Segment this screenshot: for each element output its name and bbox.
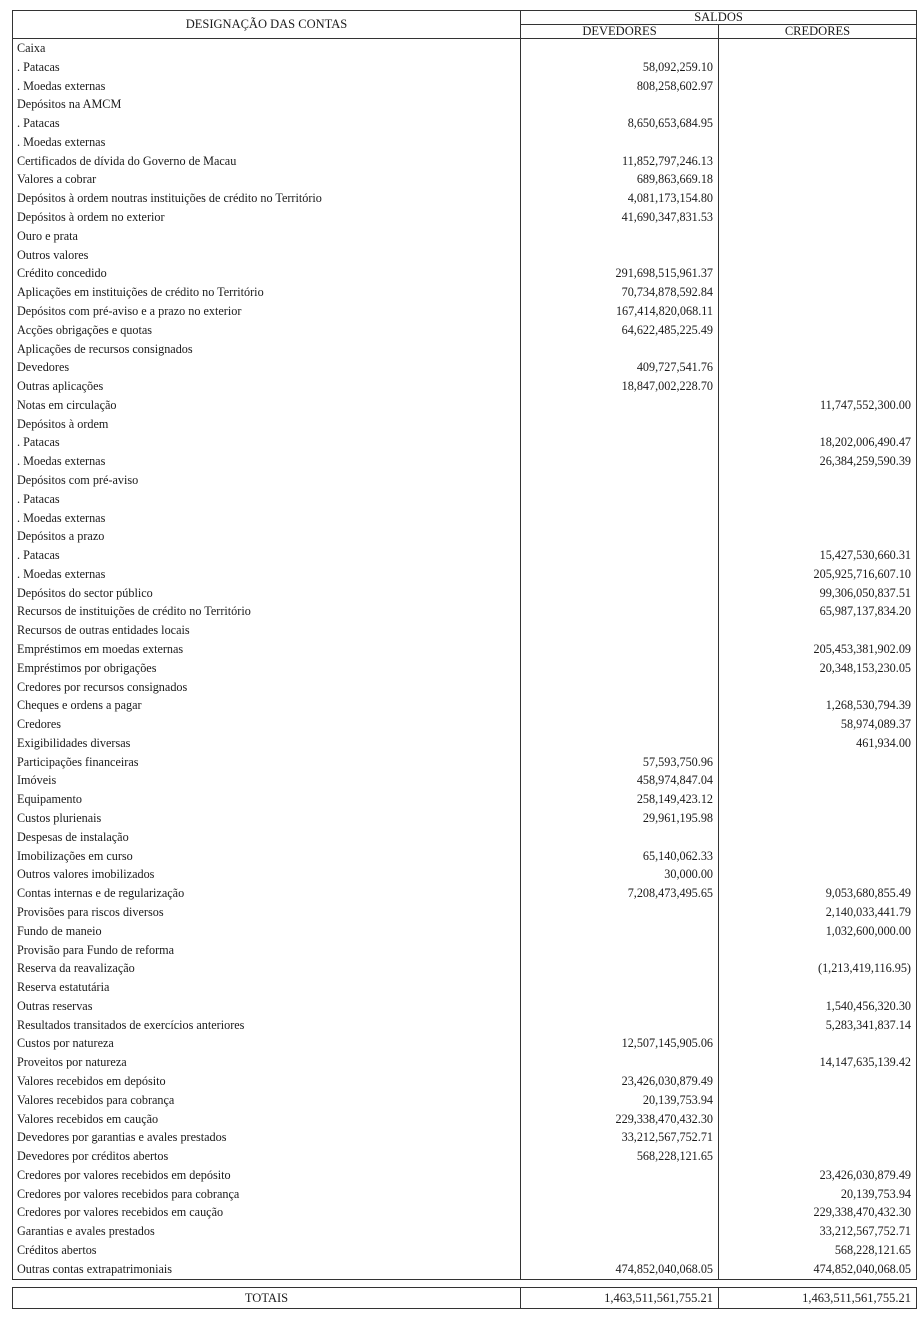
debit-value — [521, 95, 719, 114]
account-label: Resultados transitados de exercícios anteriores — [13, 1016, 521, 1035]
account-label: . Patacas — [13, 546, 521, 565]
debit-value: 41,690,347,831.53 — [521, 208, 719, 227]
credit-value — [719, 621, 917, 640]
credit-value — [719, 865, 917, 884]
debit-value: 65,140,062.33 — [521, 847, 719, 866]
account-label: Ouro e prata — [13, 227, 521, 246]
debit-value — [521, 828, 719, 847]
table-row — [13, 640, 917, 659]
table-row — [13, 452, 917, 471]
credit-value — [719, 170, 917, 189]
credit-value — [719, 58, 917, 77]
table-row — [13, 58, 917, 77]
debit-value — [521, 922, 719, 941]
account-label: Credores por valores recebidos em caução — [13, 1203, 521, 1222]
debit-value: 12,507,145,905.06 — [521, 1034, 719, 1053]
debit-value: 689,863,669.18 — [521, 170, 719, 189]
account-label: Credores — [13, 715, 521, 734]
credit-value — [719, 941, 917, 960]
account-label: Depósitos à ordem no exterior — [13, 208, 521, 227]
account-label: . Moedas externas — [13, 565, 521, 584]
credit-value — [719, 1034, 917, 1053]
account-label: Provisões para riscos diversos — [13, 903, 521, 922]
account-label: Depósitos a prazo — [13, 527, 521, 546]
account-label: Depósitos com pré-aviso e a prazo no exterior — [13, 302, 521, 321]
credit-value: 65,987,137,834.20 — [719, 602, 917, 621]
debit-value: 20,139,753.94 — [521, 1091, 719, 1110]
account-label: Cheques e ordens a pagar — [13, 696, 521, 715]
account-label: Provisão para Fundo de reforma — [13, 941, 521, 960]
account-label: Fundo de maneio — [13, 922, 521, 941]
credit-value — [719, 39, 917, 58]
account-label: Valores recebidos em depósito — [13, 1072, 521, 1091]
table-row — [13, 1072, 917, 1091]
debit-value — [521, 1016, 719, 1035]
account-label: Participações financeiras — [13, 753, 521, 772]
debit-value: 58,092,259.10 — [521, 58, 719, 77]
credit-value: (1,213,419,116.95) — [719, 959, 917, 978]
account-label: . Moedas externas — [13, 77, 521, 96]
accounts-table — [12, 10, 917, 1280]
table-row — [13, 358, 917, 377]
credit-value: 474,852,040,068.05 — [719, 1260, 917, 1279]
credit-value: 20,139,753.94 — [719, 1185, 917, 1204]
debit-value — [521, 678, 719, 697]
debit-value — [521, 415, 719, 434]
account-label: Outros valores imobilizados — [13, 865, 521, 884]
table-body — [13, 39, 917, 1280]
account-label: Credores por valores recebidos para cobrança — [13, 1185, 521, 1204]
account-label: Custos por natureza — [13, 1034, 521, 1053]
debit-value: 57,593,750.96 — [521, 753, 719, 772]
account-label: Aplicações em instituições de crédito no Território — [13, 283, 521, 302]
debit-value — [521, 903, 719, 922]
credit-value: 1,032,600,000.00 — [719, 922, 917, 941]
table-row — [13, 377, 917, 396]
account-label: Empréstimos por obrigações — [13, 659, 521, 678]
debit-value — [521, 978, 719, 997]
debit-value: 64,622,485,225.49 — [521, 321, 719, 340]
table-row — [13, 715, 917, 734]
table-row — [13, 828, 917, 847]
account-label: Outras reservas — [13, 997, 521, 1016]
account-label: Certificados de dívida do Governo de Macau — [13, 152, 521, 171]
credit-value — [719, 227, 917, 246]
balance-sheet — [12, 10, 916, 1309]
account-label: Imobilizações em curso — [13, 847, 521, 866]
debit-value — [521, 715, 719, 734]
table-row — [13, 734, 917, 753]
debit-value — [521, 433, 719, 452]
table-row — [13, 546, 917, 565]
credit-value: 26,384,259,590.39 — [719, 452, 917, 471]
debit-value: 18,847,002,228.70 — [521, 377, 719, 396]
account-label: Proveitos por natureza — [13, 1053, 521, 1072]
table-row — [13, 509, 917, 528]
table-row — [13, 95, 917, 114]
table-row — [13, 602, 917, 621]
table-row — [13, 396, 917, 415]
debit-value — [521, 959, 719, 978]
totals-label: TOTAIS — [13, 1287, 521, 1308]
credit-value — [719, 847, 917, 866]
account-label: Devedores por créditos abertos — [13, 1147, 521, 1166]
debit-value: 568,228,121.65 — [521, 1147, 719, 1166]
table-row — [13, 1053, 917, 1072]
credit-value: 2,140,033,441.79 — [719, 903, 917, 922]
account-label: Depósitos à ordem noutras instituições de crédito no Território — [13, 189, 521, 208]
header-saldos: SALDOS — [521, 11, 917, 25]
credit-value — [719, 340, 917, 359]
table-row — [13, 415, 917, 434]
credit-value: 205,453,381,902.09 — [719, 640, 917, 659]
account-label: Custos plurienais — [13, 809, 521, 828]
table-row — [13, 771, 917, 790]
account-label: Valores a cobrar — [13, 170, 521, 189]
debit-value — [521, 1166, 719, 1185]
table-row — [13, 340, 917, 359]
table-row — [13, 227, 917, 246]
credit-value — [719, 828, 917, 847]
credit-value — [719, 490, 917, 509]
account-label: Depósitos do sector público — [13, 584, 521, 603]
debit-value — [521, 227, 719, 246]
table-row — [13, 584, 917, 603]
debit-value: 409,727,541.76 — [521, 358, 719, 377]
header-designacao: DESIGNAÇÃO DAS CONTAS — [13, 11, 521, 39]
table-row — [13, 621, 917, 640]
account-label: Crédito concedido — [13, 264, 521, 283]
table-row — [13, 941, 917, 960]
debit-value: 29,961,195.98 — [521, 809, 719, 828]
credit-value — [719, 790, 917, 809]
account-label: Empréstimos em moedas externas — [13, 640, 521, 659]
table-row — [13, 1128, 917, 1147]
debit-value — [521, 621, 719, 640]
credit-value — [719, 358, 917, 377]
debit-value — [521, 246, 719, 265]
debit-value — [521, 509, 719, 528]
account-label: . Patacas — [13, 433, 521, 452]
credit-value — [719, 189, 917, 208]
debit-value — [521, 997, 719, 1016]
debit-value — [521, 565, 719, 584]
account-label: Despesas de instalação — [13, 828, 521, 847]
table-row — [13, 1222, 917, 1241]
credit-value — [719, 1128, 917, 1147]
table-row — [13, 997, 917, 1016]
debit-value — [521, 734, 719, 753]
header-credores: CREDORES — [719, 25, 917, 39]
credit-value — [719, 114, 917, 133]
table-row — [13, 471, 917, 490]
account-label: Aplicações de recursos consignados — [13, 340, 521, 359]
debit-value — [521, 396, 719, 415]
credit-value: 14,147,635,139.42 — [719, 1053, 917, 1072]
debit-value — [521, 471, 719, 490]
account-label: Reserva da reavalização — [13, 959, 521, 978]
debit-value: 11,852,797,246.13 — [521, 152, 719, 171]
debit-value: 33,212,567,752.71 — [521, 1128, 719, 1147]
table-row — [13, 565, 917, 584]
account-label: Recursos de instituições de crédito no Território — [13, 602, 521, 621]
table-row — [13, 321, 917, 340]
table-row — [13, 1260, 917, 1279]
table-row — [13, 189, 917, 208]
debit-value — [521, 452, 719, 471]
table-row — [13, 790, 917, 809]
table-row — [13, 678, 917, 697]
credit-value: 18,202,006,490.47 — [719, 433, 917, 452]
account-label: . Moedas externas — [13, 509, 521, 528]
account-label: Créditos abertos — [13, 1241, 521, 1260]
debit-value: 258,149,423.12 — [521, 790, 719, 809]
debit-value: 291,698,515,961.37 — [521, 264, 719, 283]
table-row — [13, 490, 917, 509]
table-row — [13, 922, 917, 941]
credit-value — [719, 509, 917, 528]
account-label: Depósitos à ordem — [13, 415, 521, 434]
credit-value: 205,925,716,607.10 — [719, 565, 917, 584]
account-label: Credores por recursos consignados — [13, 678, 521, 697]
account-label: . Patacas — [13, 58, 521, 77]
debit-value — [521, 340, 719, 359]
table-row — [13, 264, 917, 283]
credit-value — [719, 1147, 917, 1166]
account-label: Caixa — [13, 39, 521, 58]
debit-value — [521, 602, 719, 621]
totals-devedores: 1,463,511,561,755.21 — [521, 1287, 719, 1308]
credit-value — [719, 978, 917, 997]
credit-value — [719, 753, 917, 772]
account-label: Reserva estatutária — [13, 978, 521, 997]
table-row — [13, 283, 917, 302]
debit-value — [521, 1203, 719, 1222]
table-row — [13, 433, 917, 452]
credit-value: 58,974,089.37 — [719, 715, 917, 734]
table-row — [13, 978, 917, 997]
table-row — [13, 1091, 917, 1110]
table-row — [13, 903, 917, 922]
account-label: Garantias e avales prestados — [13, 1222, 521, 1241]
account-label: Imóveis — [13, 771, 521, 790]
credit-value — [719, 133, 917, 152]
credit-value — [719, 283, 917, 302]
account-label: Outros valores — [13, 246, 521, 265]
credit-value — [719, 809, 917, 828]
account-label: Depósitos na AMCM — [13, 95, 521, 114]
account-label: Devedores por garantias e avales prestados — [13, 1128, 521, 1147]
credit-value — [719, 377, 917, 396]
debit-value — [521, 1241, 719, 1260]
credit-value — [719, 321, 917, 340]
credit-value: 229,338,470,432.30 — [719, 1203, 917, 1222]
debit-value — [521, 39, 719, 58]
debit-value — [521, 640, 719, 659]
credit-value — [719, 95, 917, 114]
table-row — [13, 152, 917, 171]
totals-row — [13, 1287, 917, 1308]
debit-value: 70,734,878,592.84 — [521, 283, 719, 302]
account-label: Depósitos com pré-aviso — [13, 471, 521, 490]
debit-value: 458,974,847.04 — [521, 771, 719, 790]
table-row — [13, 696, 917, 715]
account-label: Credores por valores recebidos em depósito — [13, 1166, 521, 1185]
credit-value: 1,540,456,320.30 — [719, 997, 917, 1016]
debit-value — [521, 527, 719, 546]
account-label: Outras aplicações — [13, 377, 521, 396]
debit-value — [521, 1222, 719, 1241]
credit-value: 99,306,050,837.51 — [719, 584, 917, 603]
account-label: Valores recebidos para cobrança — [13, 1091, 521, 1110]
credit-value: 1,268,530,794.39 — [719, 696, 917, 715]
table-row — [13, 1185, 917, 1204]
debit-value: 808,258,602.97 — [521, 77, 719, 96]
account-label: Recursos de outras entidades locais — [13, 621, 521, 640]
debit-value — [521, 1053, 719, 1072]
account-label: Devedores — [13, 358, 521, 377]
credit-value — [719, 246, 917, 265]
account-label: Notas em circulação — [13, 396, 521, 415]
debit-value: 4,081,173,154.80 — [521, 189, 719, 208]
account-label: Contas internas e de regularização — [13, 884, 521, 903]
debit-value — [521, 1185, 719, 1204]
credit-value: 568,228,121.65 — [719, 1241, 917, 1260]
account-label: . Moedas externas — [13, 452, 521, 471]
account-label: Exigibilidades diversas — [13, 734, 521, 753]
header-devedores: DEVEDORES — [521, 25, 719, 39]
table-row — [13, 847, 917, 866]
credit-value — [719, 1072, 917, 1091]
credit-value — [719, 77, 917, 96]
credit-value — [719, 208, 917, 227]
table-row — [13, 1241, 917, 1260]
debit-value: 30,000.00 — [521, 865, 719, 884]
table-row — [13, 959, 917, 978]
debit-value: 23,426,030,879.49 — [521, 1072, 719, 1091]
debit-value: 8,650,653,684.95 — [521, 114, 719, 133]
credit-value — [719, 152, 917, 171]
table-row — [13, 659, 917, 678]
debit-value: 229,338,470,432.30 — [521, 1110, 719, 1129]
table-row — [13, 753, 917, 772]
account-label: Valores recebidos em caução — [13, 1110, 521, 1129]
table-row — [13, 246, 917, 265]
debit-value — [521, 546, 719, 565]
debit-value: 167,414,820,068.11 — [521, 302, 719, 321]
credit-value — [719, 527, 917, 546]
table-row — [13, 1147, 917, 1166]
credit-value: 11,747,552,300.00 — [719, 396, 917, 415]
table-row — [13, 865, 917, 884]
table-header — [13, 11, 917, 39]
credit-value — [719, 1110, 917, 1129]
table-row — [13, 884, 917, 903]
debit-value — [521, 584, 719, 603]
credit-value — [719, 264, 917, 283]
table-row — [13, 527, 917, 546]
table-row — [13, 1016, 917, 1035]
debit-value — [521, 941, 719, 960]
credit-value: 9,053,680,855.49 — [719, 884, 917, 903]
table-row — [13, 809, 917, 828]
table-row — [13, 170, 917, 189]
table-row — [13, 208, 917, 227]
account-label: Acções obrigações e quotas — [13, 321, 521, 340]
credit-value — [719, 678, 917, 697]
debit-value — [521, 133, 719, 152]
credit-value: 33,212,567,752.71 — [719, 1222, 917, 1241]
debit-value — [521, 490, 719, 509]
credit-value: 461,934.00 — [719, 734, 917, 753]
table-row — [13, 1166, 917, 1185]
debit-value — [521, 696, 719, 715]
credit-value — [719, 1091, 917, 1110]
debit-value: 474,852,040,068.05 — [521, 1260, 719, 1279]
table-row — [13, 77, 917, 96]
account-label: Outras contas extrapatrimoniais — [13, 1260, 521, 1279]
table-row — [13, 133, 917, 152]
table-row — [13, 1203, 917, 1222]
debit-value: 7,208,473,495.65 — [521, 884, 719, 903]
credit-value: 15,427,530,660.31 — [719, 546, 917, 565]
debit-value — [521, 659, 719, 678]
account-label: . Patacas — [13, 114, 521, 133]
credit-value — [719, 302, 917, 321]
credit-value — [719, 415, 917, 434]
credit-value: 23,426,030,879.49 — [719, 1166, 917, 1185]
table-row — [13, 1110, 917, 1129]
credit-value — [719, 471, 917, 490]
table-row — [13, 114, 917, 133]
table-row — [13, 302, 917, 321]
credit-value: 20,348,153,230.05 — [719, 659, 917, 678]
table-row — [13, 39, 917, 58]
account-label: . Moedas externas — [13, 133, 521, 152]
credit-value — [719, 771, 917, 790]
totals-credores: 1,463,511,561,755.21 — [719, 1287, 917, 1308]
table-row — [13, 1034, 917, 1053]
account-label: . Patacas — [13, 490, 521, 509]
account-label: Equipamento — [13, 790, 521, 809]
credit-value: 5,283,341,837.14 — [719, 1016, 917, 1035]
totals-table — [12, 1287, 917, 1309]
